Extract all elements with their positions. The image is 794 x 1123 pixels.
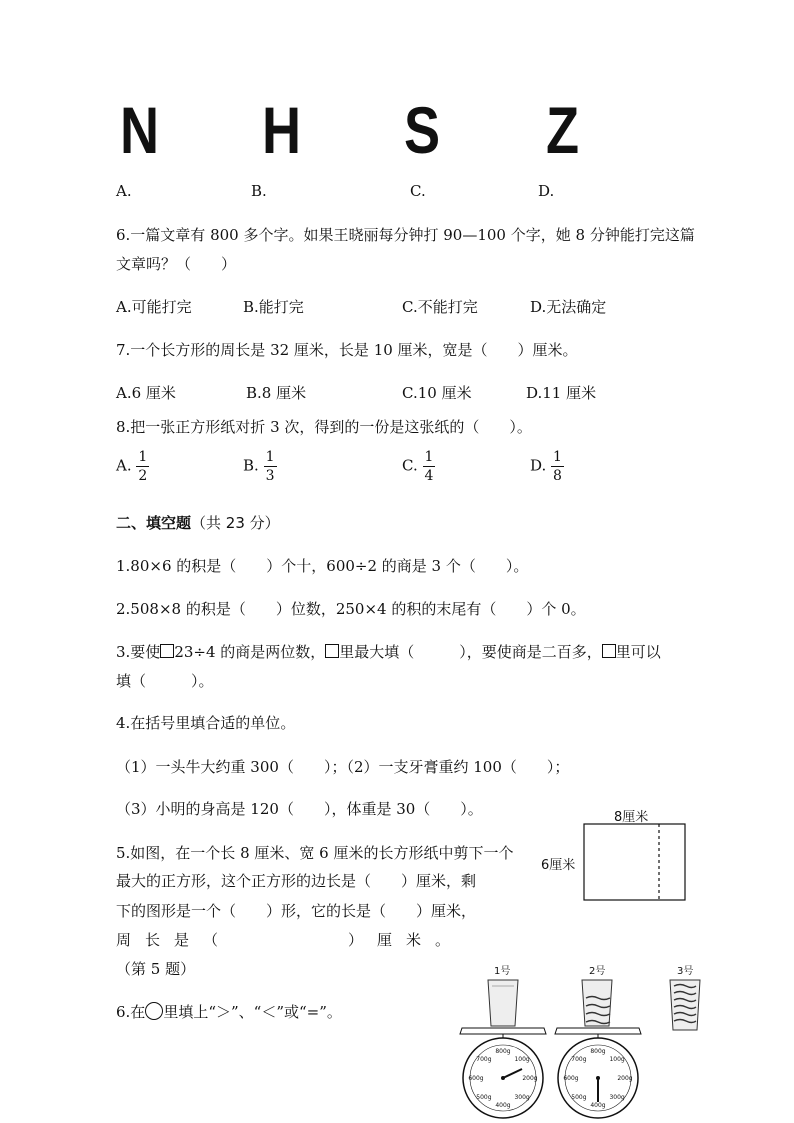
rect-side-label: 6厘米	[541, 858, 576, 873]
rectangle-diagram	[580, 818, 690, 906]
dial-label: 400g	[495, 1102, 511, 1109]
fill-question-3	[116, 641, 661, 662]
q7-option-a: A.6 厘米	[116, 384, 176, 402]
q5-option-c: C.	[410, 182, 426, 200]
blank-square-icon	[160, 644, 174, 658]
fill-question-4-1: （1）一头牛大约重 300（ ）；（2）一支牙膏重约 100（ ）；	[116, 758, 570, 776]
question-8: 8.把一张正方形纸对折 3 次，得到的一份是这张纸的（ ）。	[116, 418, 532, 436]
dial-label: 100g	[514, 1055, 530, 1063]
dial-label: 700g	[571, 1055, 587, 1063]
q6-option-c: C.不能打完	[402, 298, 478, 316]
q6-part-a: 6.在	[116, 1003, 146, 1021]
dial-label: 600g	[468, 1075, 484, 1082]
blank-square-icon	[325, 644, 339, 658]
q8-option-d	[530, 450, 564, 483]
cup-2-icon	[582, 980, 612, 1026]
q5-option-d: D.	[538, 182, 555, 200]
dial-label: 200g	[617, 1075, 633, 1082]
dial-label: 500g	[571, 1094, 587, 1102]
question-6-line2: 文章吗？（ ）	[116, 255, 237, 273]
q8-option-d-prefix: D.	[530, 456, 547, 475]
dial-label: 300g	[514, 1094, 530, 1102]
q5-option-a: A.	[116, 182, 132, 200]
numerator: 1	[138, 449, 148, 465]
q3-part-c: 里最大填（ ），要使商是二百多，	[339, 643, 602, 661]
fill-question-6	[116, 1001, 342, 1022]
q3-part-d: 里可以	[615, 643, 661, 661]
q6-part-b: 里填上“＞”、“＜”或“=”。	[163, 1003, 342, 1021]
scales-illustration	[440, 960, 720, 1123]
numerator: 1	[265, 449, 275, 465]
fill-question-4-3: （3）小明的身高是 120（ ），体重是 30（ ）。	[116, 800, 483, 818]
cup-label-3: 3号	[677, 966, 694, 977]
fill-question-3-line2: 填（ ）。	[116, 672, 214, 690]
fill-question-5-line3: 下的图形是一个（ ）形，它的长是（ ）厘米，	[116, 902, 477, 920]
dial-label: 800g	[590, 1048, 606, 1055]
fill-question-1: 1.80×6 的积是（ ）个十，600÷2 的商是 3 个（ ）。	[116, 557, 529, 575]
numerator: 1	[424, 449, 434, 465]
fraction-one-quarter	[423, 450, 436, 483]
q5-option-b: B.	[251, 182, 267, 200]
figure-caption: （第 5 题）	[116, 960, 196, 978]
section-title: 二、填空题	[116, 514, 192, 532]
fill-question-5-line4: 周长是（ ）厘米。	[116, 931, 465, 949]
denominator: 3	[265, 468, 275, 484]
dial-label: 400g	[590, 1102, 606, 1109]
fraction-one-eighth	[551, 450, 564, 483]
q7-option-b: B.8 厘米	[246, 384, 307, 402]
letter-z: Z	[546, 93, 580, 167]
denominator: 4	[424, 468, 434, 484]
q6-option-a: A.可能打完	[116, 298, 192, 316]
fraction-one-half	[136, 450, 149, 483]
numerator: 1	[553, 449, 562, 465]
question-6-line1: 6.一篇文章有 800 多个字。如果王晓丽每分钟打 90—100 个字，她 8 分钟能打完这篇	[116, 226, 695, 244]
fill-question-5-line2: 最大的正方形，这个正方形的边长是（ ）厘米，剩	[116, 872, 477, 890]
blank-square-icon	[602, 644, 616, 658]
q7-option-c: C.10 厘米	[402, 384, 472, 402]
fill-question-5-line1: 5.如图，在一个长 8 厘米、宽 6 厘米的长方形纸中剪下一个	[116, 844, 514, 862]
q8-option-b-prefix: B.	[243, 456, 259, 475]
q8-option-a	[116, 450, 149, 483]
blank-circle-icon	[145, 1002, 163, 1020]
q6-option-b: B.能打完	[243, 298, 304, 316]
letter-s: S	[404, 93, 441, 167]
dial-label: 600g	[563, 1075, 579, 1082]
q8-option-c	[402, 450, 435, 483]
letter-n: N	[120, 93, 160, 167]
section-heading	[116, 512, 280, 533]
scale-figure	[440, 960, 720, 1123]
dial-label: 100g	[609, 1055, 625, 1063]
letter-h: H	[262, 93, 302, 167]
cup-label-1: 1号	[494, 966, 511, 977]
q3-part-a: 3.要使	[116, 643, 161, 661]
q8-option-a-prefix: A.	[116, 456, 132, 475]
fill-question-2: 2.508×8 的积是（ ）位数，250×4 的积的末尾有（ ）个 0。	[116, 600, 586, 618]
cup-1-icon	[488, 980, 518, 1026]
denominator: 2	[138, 468, 148, 484]
section-score: （共 23 分）	[191, 514, 280, 532]
dial-label: 200g	[522, 1075, 538, 1082]
fill-question-4: 4.在括号里填合适的单位。	[116, 714, 296, 732]
q8-option-c-prefix: C.	[402, 456, 418, 475]
q6-option-d: D.无法确定	[530, 298, 607, 316]
cup-label-2: 2号	[589, 966, 606, 977]
dial-label: 800g	[495, 1048, 511, 1055]
dial-label: 500g	[476, 1094, 492, 1102]
q7-option-d: D.11 厘米	[526, 384, 597, 402]
cup-3-icon	[670, 980, 700, 1030]
denominator: 8	[553, 468, 562, 484]
rect-top-label: 8厘米	[614, 810, 649, 825]
q3-part-b: 23÷4 的商是两位数，	[174, 643, 326, 661]
dial-label: 300g	[609, 1094, 625, 1102]
dial-label: 700g	[476, 1055, 492, 1063]
q8-option-b	[243, 450, 277, 483]
question-7: 7.一个长方形的周长是 32 厘米，长是 10 厘米，宽是（ ）厘米。	[116, 341, 578, 359]
fraction-one-third	[264, 450, 277, 483]
